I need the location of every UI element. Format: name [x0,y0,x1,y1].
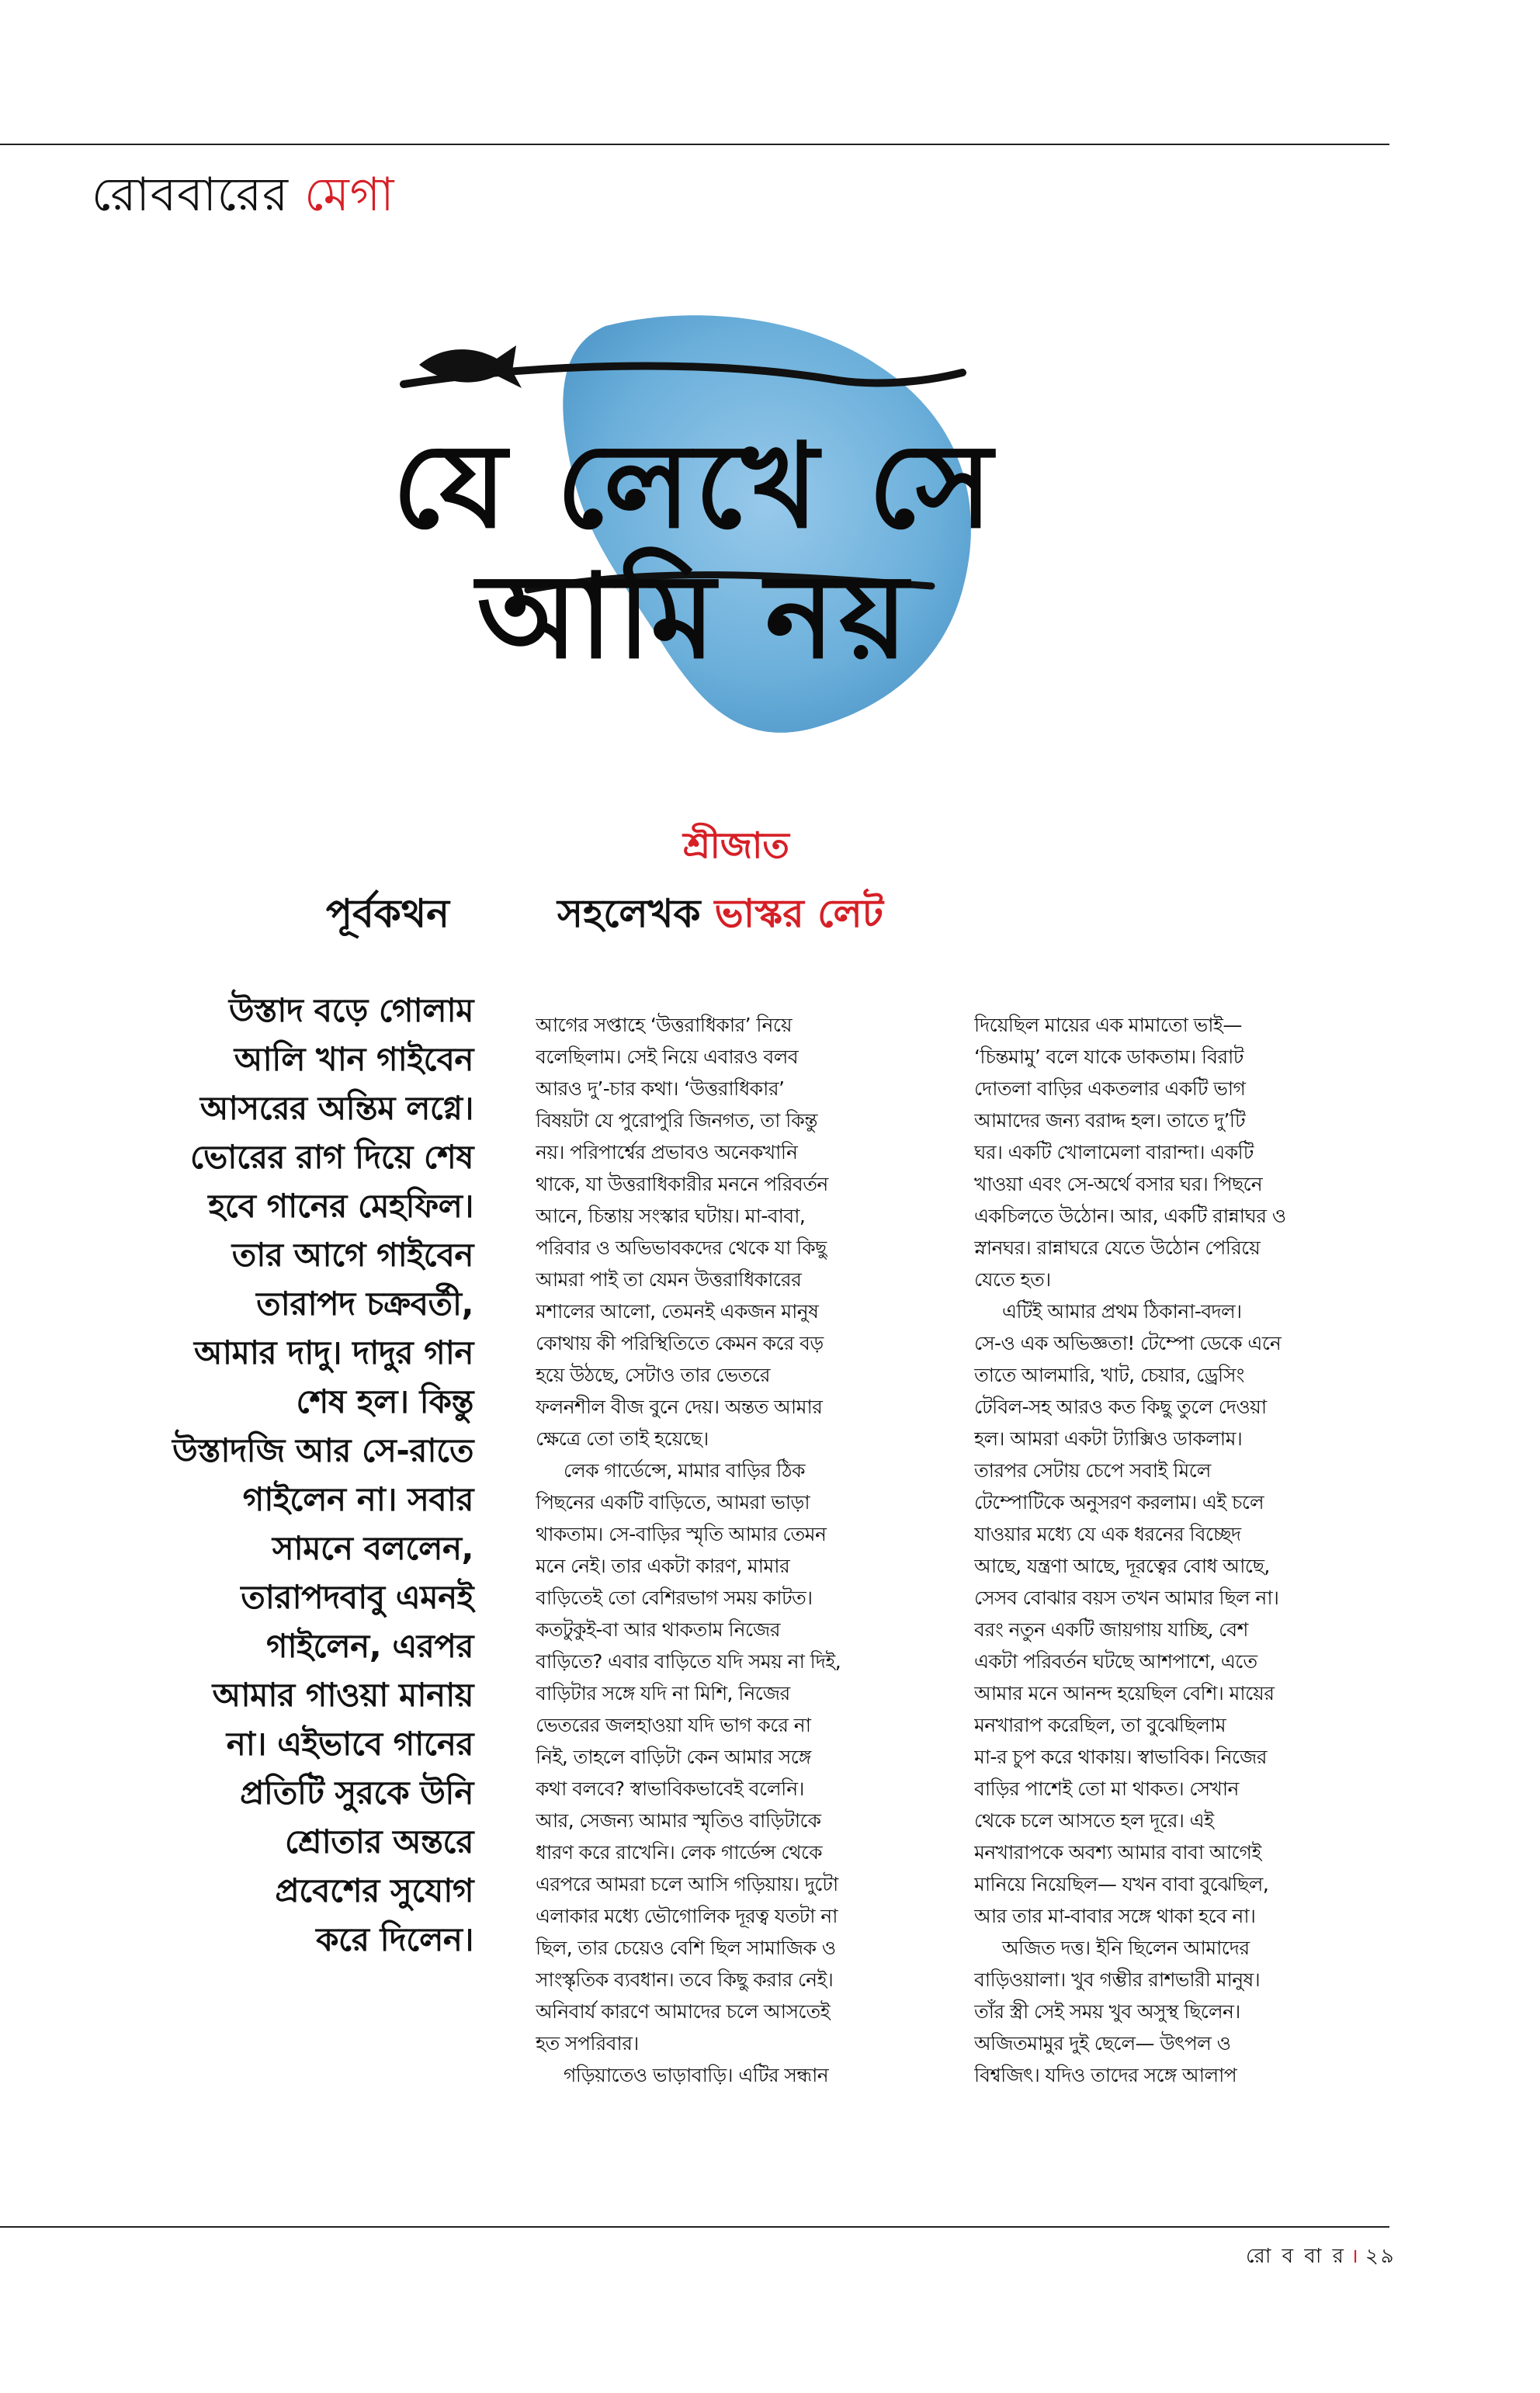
pull-quote-line: তার আগে গাইবেন [231,1236,473,1274]
body-line: এটিই আমার প্রথম ঠিকানা-বদল। [1002,1300,1242,1323]
pull-quote-line: আমার গাওয়া মানায় [212,1676,473,1714]
body-line: থেকে চলে আসতে হল দূরে। এই [974,1809,1214,1832]
body-line: মনখারাপকে অবশ্য আমার বাবা আগেই [974,1841,1261,1864]
body-line: ধারণ করে রাখেনি। লেক গার্ডেন্স থেকে [536,1841,822,1864]
body-line: থাকতাম। সে-বাড়ির স্মৃতি আমার তেমন [536,1523,827,1545]
body-line: দিয়েছিল মায়ের এক মামাতো ভাই— [974,1014,1242,1036]
pull-quote-line: প্রতিটি সুরকে উনি [240,1774,473,1812]
title-artwork [373,310,1017,792]
body-line: অজিতমামুর দুই ছেলে— উৎপল ও [974,2032,1231,2055]
pull-quote-line: তারাপদ চক্রবর্তী, [256,1285,473,1323]
body-line: বাড়ির পাশেই তো মা থাকত। সেখান [974,1777,1239,1800]
body-line: সে-ও এক অভিজ্ঞতা! টেম্পো ডেকে এনে [974,1332,1282,1354]
body-line: বাড়িওয়ালা। খুব গম্ভীর রাশভারী মানুষ। [974,1968,1261,1991]
body-line: গড়িয়াতেও ভাড়াবাড়ি। এটির সন্ধান [564,2064,829,2086]
pull-quote-line: গাইলেন, এরপর [265,1627,473,1665]
body-line: যেতে হত। [974,1268,1051,1291]
pull-quote-line: আসরের অন্তিম লগ্নে। [199,1089,473,1127]
top-rule [0,144,1389,145]
pull-quote-line: আলি খান গাইবেন [234,1040,473,1078]
body-line: হত সপরিবার। [536,2032,639,2055]
body-line: আমার মনে আনন্দ হয়েছিল বেশি। মায়ের [974,1682,1275,1705]
body-line: ‘চিন্তমামু’ বলে যাকে ডাকতাম। বিরাট [974,1046,1243,1068]
body-line: তাতে আলমারি, খাট, চেয়ার, ড্রেসিং [974,1364,1244,1386]
page-footer [1246,2240,1396,2274]
body-line: কথা বলবে? স্বাভাবিকভাবেই বলেনি। [536,1777,804,1800]
section-heading [92,159,395,237]
pull-quote-line: প্রবেশের সুযোগ [275,1871,473,1909]
pull-quote-line: উস্তাদ বড়ে গোলাম [228,991,473,1029]
body-line: একটা পরিবর্তন ঘটছে আশপাশে, এতে [974,1650,1257,1673]
pull-quote-line: তারাপদবাবু এমনই [241,1578,473,1616]
body-line: আর, সেজন্য আমার স্মৃতিও বাড়িটাকে [536,1809,821,1832]
magazine-name: রো ব বা র [1246,2245,1346,2268]
body-line: বিশ্বজিৎ। যদিও তাদের সঙ্গে আলাপ [974,2064,1237,2086]
page-number: ২৯ [1365,2245,1396,2268]
body-line: হয়ে উঠছে, সেটাও তার ভেতরে [536,1364,770,1386]
pull-quote-line: আমার দাদু। দাদুর গান [194,1333,473,1372]
foreword-label: পূর্বকথন [326,891,449,936]
author-name: শ্রীজাত [683,824,789,866]
body-line: একচিলতে উঠোন। আর, একটি রান্নাঘর ও [974,1205,1286,1227]
body-line: নিই, তাহলে বাড়িটা কেন আমার সঙ্গে [536,1746,811,1768]
coauthor-name: ভাস্কর লেট [714,891,883,936]
body-line: সাংস্কৃতিক ব্যবধান। তবে কিছু করার নেই। [536,1968,834,1991]
body-line: এরপরে আমরা চলে আসি গড়িয়ায়। দুটো [536,1873,838,1895]
body-line: আর তার মা-বাবার সঙ্গে থাকা হবে না। [974,1905,1256,1927]
pull-quote-line: করে দিলেন। [316,1920,473,1958]
pull-quote [93,986,473,1964]
body-line: মা-র চুপ করে থাকায়। স্বাভাবিক। নিজের [974,1746,1267,1768]
body-line: টেম্পোটিকে অনুসরণ করলাম। এই চলে [974,1491,1264,1514]
body-line: তাঁর স্ত্রী সেই সময় খুব অসুস্থ ছিলেন। [974,2000,1240,2023]
body-line: তারপর সেটায় চেপে সবাই মিলে [974,1459,1211,1482]
body-line: হল। আমরা একটা ট্যাক্সিও ডাকলাম। [974,1427,1243,1450]
body-line: মনে নেই। তার একটা কারণ, মামার [536,1555,790,1577]
body-line: আমাদের জন্য বরাদ্দ হল। তাতে দু’টি [974,1109,1246,1132]
body-line: আমরা পাই তা যেমন উত্তরাধিকারের [536,1268,802,1291]
body-line: যাওয়ার মধ্যে যে এক ধরনের বিচ্ছেদ [974,1523,1241,1545]
body-line: পরিবার ও অভিভাবকদের থেকে যা কিছু [536,1236,827,1259]
bottom-rule [0,2226,1389,2228]
body-line: ছিল, তার চেয়েও বেশি ছিল সামাজিক ও [536,1937,836,1959]
pull-quote-line: শ্রোতার অন্তরে [285,1822,473,1861]
body-column-1 [536,1009,966,2091]
body-line: বাড়িতেই তো বেশিরভাগ সময় কাটত। [536,1587,813,1609]
body-line: থাকে, যা উত্তরাধিকারীর মননে পরিবর্তন [536,1173,828,1195]
body-line: ক্ষেত্রে তো তাই হয়েছে। [536,1427,709,1450]
body-line: মানিয়ে নিয়েছিল— যখন বাবা বুঝেছিল, [974,1873,1269,1895]
body-line: অনিবার্য কারণে আমাদের চলে আসতেই [536,2000,831,2023]
body-line: বরং নতুন একটি জায়গায় যাচ্ছি, বেশ [974,1618,1248,1641]
coauthor-label: সহলেখক [557,891,701,936]
body-line: কোথায় কী পরিস্থিতিতে কেমন করে বড় [536,1332,824,1354]
body-line: কতটুকুই-বা আর থাকতাম নিজের [536,1618,780,1641]
body-line: বিষয়টা যে পুরোপুরি জিনগত, তা কিন্তু [536,1109,817,1132]
title-line-2: আমি নয় [477,548,913,685]
pull-quote-line: সামনে বললেন, [272,1529,473,1567]
pull-quote-line: না। এইভাবে গানের [226,1725,473,1763]
body-line: আছে, যন্ত্রণা আছে, দূরত্বের বোধ আছে, [974,1555,1270,1577]
body-line: সেসব বোঝার বয়স তখন আমার ছিল না। [974,1587,1279,1609]
section-prefix: রোববারের [92,168,290,222]
body-line: খাওয়া এবং সে-অর্থে বসার ঘর। পিছনে [974,1173,1263,1195]
body-line: বাড়িতে? এবার বাড়িতে যদি সময় না দিই, [536,1650,841,1673]
body-line: দোতলা বাড়ির একতলার একটি ভাগ [974,1077,1246,1100]
footer-separator: । [1350,2245,1361,2268]
body-line: আরও দু’-চার কথা। ‘উত্তরাধিকার’ [536,1077,785,1100]
title-lettering [373,310,1017,792]
pull-quote-line: উস্তাদজি আর সে-রাতে [172,1431,473,1469]
pull-quote-line: শেষ হল। কিন্তু [296,1382,473,1420]
body-line: আনে, চিন্তায় সংস্কার ঘটায়। মা-বাবা, [536,1205,806,1227]
body-line: ঘর। একটি খোলামেলা বারান্দা। একটি [974,1141,1254,1164]
body-line: লেক গার্ডেন্সে, মামার বাড়ির ঠিক [564,1459,805,1482]
body-line: স্নানঘর। রান্নাঘরে যেতে উঠোন পেরিয়ে [974,1236,1261,1259]
coauthor-line [557,885,883,949]
body-line: আগের সপ্তাহে ‘উত্তরাধিকার’ নিয়ে [536,1014,793,1036]
body-line: মনখারাপ করেছিল, তা বুঝেছিলাম [974,1714,1226,1736]
body-line: ভেতরের জলহাওয়া যদি ভাগ করে না [536,1714,811,1736]
body-line: বলেছিলাম। সেই নিয়ে এবারও বলব [536,1046,799,1068]
pull-quote-line: হবে গানের মেহফিল। [208,1187,473,1225]
pull-quote-line: গাইলেন না। সবার [242,1480,473,1518]
pull-quote-line: ভোরের রাগ দিয়ে শেষ [189,1138,473,1176]
body-line: পিছনের একটি বাড়িতে, আমরা ভাড়া [536,1491,810,1514]
body-line: ফলনশীল বীজ বুনে দেয়। অন্তত আমার [536,1396,823,1418]
body-line: মশালের আলো, তেমনই একজন মানুষ [536,1300,819,1323]
body-column-2 [974,1009,1405,2091]
body-line: এলাকার মধ্যে ভৌগোলিক দূরত্ব যতটা না [536,1905,838,1927]
section-accent: মেগা [304,168,395,222]
title-line-1: যে লেখে সে [392,418,997,554]
body-line: অজিত দত্ত। ইনি ছিলেন আমাদের [1002,1937,1250,1959]
body-line: নয়। পরিপার্শ্বের প্রভাবও অনেকখানি [536,1141,798,1164]
body-line: টেবিল-সহ আরও কত কিছু তুলে দেওয়া [974,1396,1267,1418]
body-line: বাড়িটার সঙ্গে যদি না মিশি, নিজের [536,1682,790,1705]
